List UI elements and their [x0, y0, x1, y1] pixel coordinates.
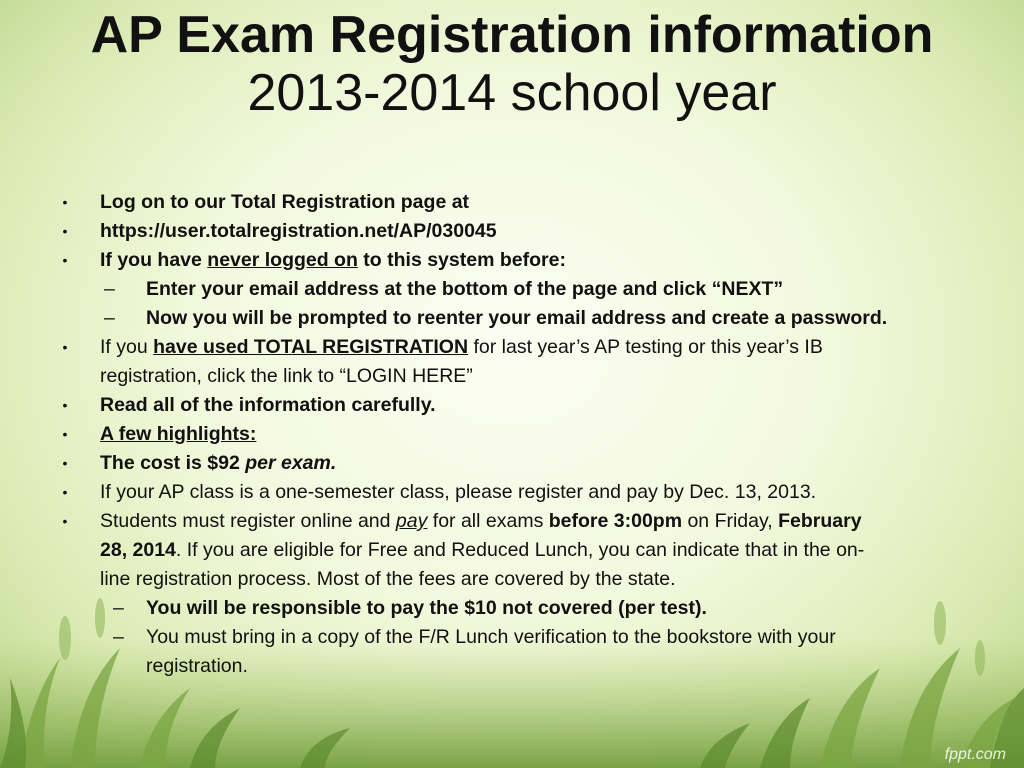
registration-url: https://user.totalregistration.net/AP/030045 [100, 220, 497, 242]
bullet-icon: • [62, 223, 68, 239]
page-title [0, 6, 1024, 122]
watermark: fppt.com [944, 746, 1006, 763]
list-item: • If your AP class is a one-semester class, please register and pay by Dec. 13, 2013. [58, 478, 978, 507]
list-item: • The cost is $92 per exam. [58, 449, 978, 478]
bullet-icon: • [62, 397, 68, 413]
sub-list-item: – You must bring in a copy of the F/R Lunch verification to the bookstore with your registration. [58, 623, 978, 681]
dash-icon: – [113, 597, 124, 619]
bullet-icon: • [62, 339, 68, 355]
bullet-icon: • [62, 455, 68, 471]
dash-icon: – [104, 307, 115, 329]
bullet-icon: • [62, 513, 68, 529]
title-line-1: AP Exam Registration information [90, 6, 934, 64]
dash-icon: – [104, 278, 115, 300]
bullet-icon: • [62, 484, 68, 500]
list-item: • Log on to our Total Registration page at [58, 188, 978, 217]
list-item: • Students must register online and pay for all exams before 3:00pm on Friday, February 28, 2014. If you are eligible for Free and Reduced Lunch, you can indicate that in the on- line registration process. Most of the fees are covered by the state. [58, 507, 978, 594]
title-line-2: 2013-2014 school year [247, 64, 777, 122]
list-item [58, 217, 978, 246]
list-item: • If you have used TOTAL REGISTRATION for last year’s AP testing or this year’s IB registration, click the link to “LOGIN HERE” [58, 333, 978, 391]
bullet-icon: • [62, 194, 68, 210]
bullet-icon: • [62, 426, 68, 442]
list-item: • Read all of the information carefully. [58, 391, 978, 420]
sub-list-item: – Now you will be prompted to reenter your email address and create a password. [58, 304, 978, 333]
sub-list-item: – Enter your email address at the bottom of the page and click “NEXT” [58, 275, 978, 304]
sub-list-item: – You will be responsible to pay the $10 not covered (per test). [58, 594, 978, 623]
list-item: • A few highlights: [58, 420, 978, 449]
dash-icon: – [113, 626, 124, 648]
bullet-icon: • [62, 252, 68, 268]
list-item: • If you have never logged on to this system before: [58, 246, 978, 275]
bullet-list [58, 188, 978, 681]
